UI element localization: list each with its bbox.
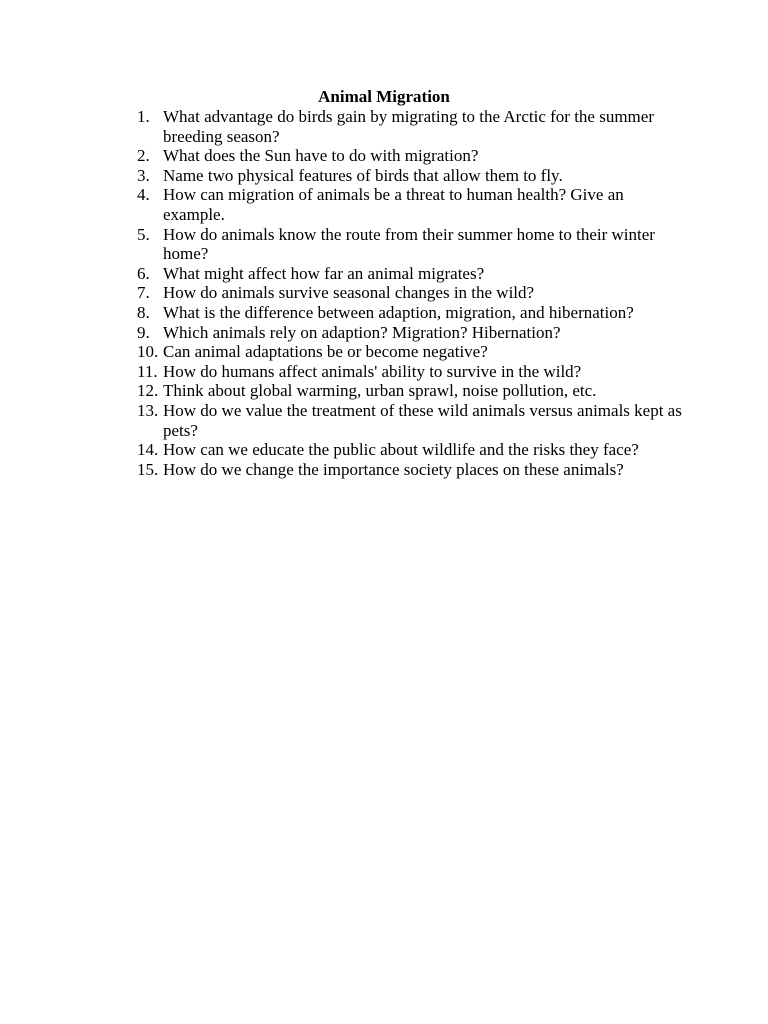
question-text: Can animal adaptations be or become negative? [163, 342, 488, 362]
document-title: Animal Migration [318, 87, 450, 106]
question-number: 6. [137, 263, 150, 283]
question-item [137, 401, 682, 440]
question-text: How do we change the importance society places on these animals? [163, 459, 624, 479]
question-text: How do we value the treatment of these wild animals versus animals kept as pets? [163, 400, 682, 440]
question-item [137, 460, 682, 480]
question-text: How do animals know the route from their summer home to their winter home? [163, 224, 655, 264]
question-text: Name two physical features of birds that allow them to fly. [163, 165, 563, 185]
question-text: Think about global warming, urban sprawl, noise pollution, etc. [163, 381, 597, 401]
question-text: How can migration of animals be a threat to human health? Give an example. [163, 185, 624, 224]
question-text: Which animals rely on adaption? Migration? Hibernation? [163, 322, 561, 342]
question-item [137, 264, 682, 284]
question-item [137, 146, 682, 166]
question-item [137, 283, 682, 303]
question-text: How do humans affect animals' ability to survive in the wild? [163, 361, 582, 381]
question-item [137, 225, 682, 264]
question-number: 10. [137, 342, 159, 362]
question-item [137, 362, 682, 382]
question-text: How can we educate the public about wildlife and the risks they face? [163, 440, 639, 460]
question-text: How do animals survive seasonal changes in the wild? [163, 283, 535, 303]
question-text: What advantage do birds gain by migrating to the Arctic for the summer breeding season? [163, 107, 654, 146]
question-text: What does the Sun have to do with migration? [163, 146, 479, 166]
question-list [137, 107, 682, 479]
question-number: 13. [137, 400, 159, 420]
question-item [137, 303, 682, 323]
question-item [137, 323, 682, 343]
question-item [137, 381, 682, 401]
question-item [137, 166, 682, 186]
question-number: 3. [137, 165, 150, 185]
question-number: 11. [137, 361, 158, 381]
question-number: 2. [137, 146, 150, 166]
question-number: 15. [137, 459, 159, 479]
question-number: 8. [137, 302, 150, 322]
question-number: 1. [137, 107, 150, 126]
question-text: What might affect how far an animal migrates? [163, 263, 485, 283]
question-number: 9. [137, 322, 150, 342]
question-number: 7. [137, 283, 150, 303]
question-number: 12. [137, 381, 159, 401]
question-number: 5. [137, 224, 150, 244]
question-number: 4. [137, 185, 150, 205]
question-number: 14. [137, 440, 159, 460]
question-text: What is the difference between adaption, migration, and hibernation? [163, 302, 634, 322]
question-item [137, 342, 682, 362]
question-item [137, 185, 682, 224]
question-item [137, 107, 682, 146]
question-item [137, 440, 682, 460]
